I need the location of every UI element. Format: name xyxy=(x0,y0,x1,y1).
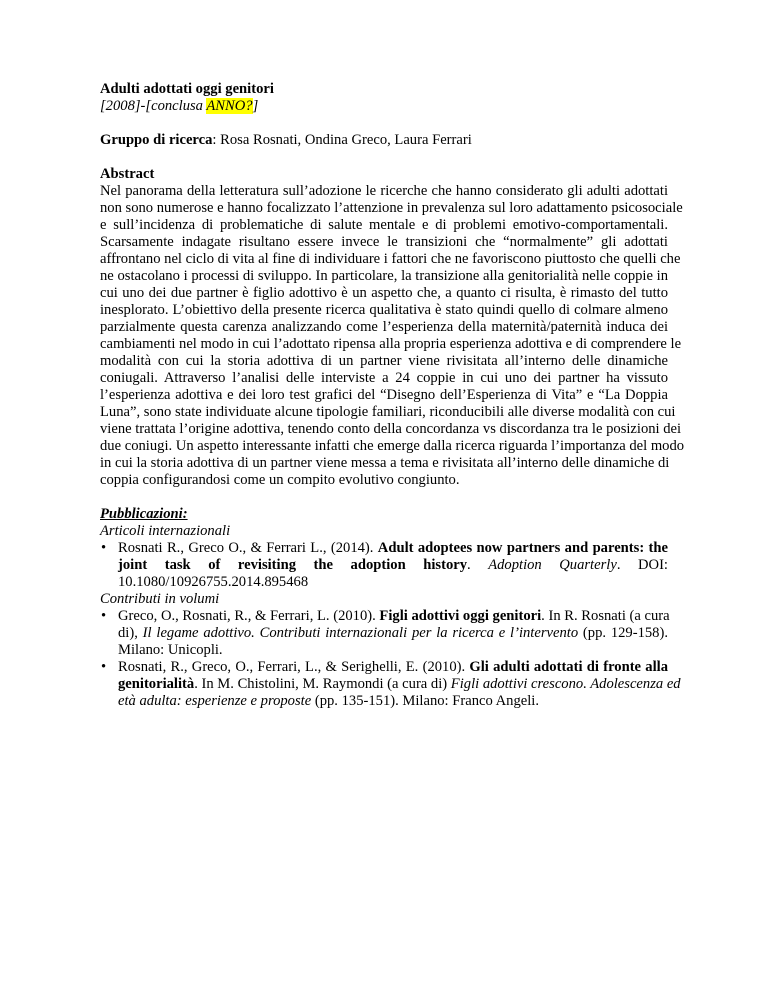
journal-name: Adoption Quarterly xyxy=(488,557,617,573)
abstract-line: non sono numerose e hanno focalizzato l’attenzione in prevalenza sul loro adattamento psicosociale xyxy=(100,200,683,216)
abstract-body xyxy=(100,183,685,489)
reference-title: Adult adoptees now partners and parents: the xyxy=(377,540,668,556)
abstract-line: inesplorato. L’obiettivo della presente ricerca qualitativa è stato quindi quello di colmare almeno xyxy=(100,302,668,318)
abstract-section xyxy=(100,166,685,489)
abstract-line: affrontano nel ciclo di vita al fine di individuare i fattori che ne favoriscono piuttosto che quelli che xyxy=(100,251,681,267)
abstract-heading: Abstract xyxy=(100,166,155,182)
project-dates: [2008]-[conclusa ANNO?] xyxy=(100,98,259,114)
bullet-icon: • xyxy=(101,608,107,624)
abstract-line: Nel panorama della letteratura sull’adozione le ricerche che hanno considerato gli adulti adottati xyxy=(100,183,668,199)
abstract-line: Scarsamente indagate risultano essere invece le transizioni che “normalmente” gli adottati xyxy=(100,234,668,250)
category-label: Contributi in volumi xyxy=(100,591,220,607)
research-group-members: : Rosa Rosnati, Ondina Greco, Laura Ferrari xyxy=(212,132,472,148)
bullet-icon: • xyxy=(101,540,107,556)
publications-section xyxy=(100,506,681,710)
abstract-line: due coniugi. Un aspetto interessante infatti che emerge dalla ricerca riguarda l’importanza del modo xyxy=(100,438,685,454)
reference-item: • Greco, O., Rosnati, R., & Ferrari, L. (2010). Figli adottivi oggi genitori. In R. Rosnati (a cura di), Il legame adottivo. Contributi internazionali per la ricerca e l’intervento (pp. 129-158). Milano: Unicopli. xyxy=(101,608,670,658)
abstract-line: viene trattata l’origine adottiva, tenendo conto della concordanza vs discordanza tra le posizioni dei xyxy=(100,421,682,437)
reference-list xyxy=(100,608,681,710)
abstract-line: modalità con cui la storia adottiva di un partner viene rivisitata all’interno delle dinamiche xyxy=(100,353,668,369)
reference-item: • Rosnati R., Greco O., & Ferrari L., (2014). Adult adoptees now partners and parents: the joint task of revisiting the adoption history. Adoption Quarterly. DOI: 10.1080/10926755.2014.895468 xyxy=(101,540,668,590)
reference-title: Figli adottivi oggi genitori xyxy=(379,608,542,624)
date-highlight: ANNO? xyxy=(206,98,253,114)
document-page xyxy=(100,81,685,710)
abstract-line: l’esperienza adottiva e dei loro test grafici del “Disegno dell’Esperienza di Vita” e “La Doppia xyxy=(100,387,668,403)
abstract-line: coppia configurandosi come un compito evolutivo congiunto. xyxy=(100,472,460,488)
reference-item: • Rosnati, R., Greco, O., Ferrari, L., & Serighelli, E. (2010). Gli adulti adottati di fronte alla genitorialità. In M. Chistolini, M. Raymondi (a cura di) Figli adottivi crescono. Adolescenza ed età adulta: esperienze e proposte (pp. 135-151). Milano: Franco Angeli. xyxy=(101,659,681,709)
abstract-line: e sull’incidenza di problematiche di salute mentale e di problemi emotivo-comportamentali. xyxy=(100,217,668,233)
document-title: Adulti adottati oggi genitori xyxy=(100,81,274,97)
abstract-line: cui uno dei due partner è figlio adottivo è un aspetto che, a quanto ci risulta, è rimasto del tutto xyxy=(100,285,668,301)
reference-title: Gli adulti adottati di fronte alla xyxy=(469,659,668,675)
abstract-line: ne ostacolano i processi di sviluppo. In particolare, la transizione alla genitorialità nelle coppie in xyxy=(100,268,668,284)
abstract-line: in cui la storia adottiva di un partner viene messa a tema e rivisitata all’interno delle dinamiche di xyxy=(100,455,670,471)
research-group xyxy=(100,132,668,149)
book-title: Figli adottivi crescono. Adolescenza ed xyxy=(450,676,681,692)
abstract-line: coniugali. Attraverso l’analisi delle interviste a 24 coppie in cui uno dei partner ha vissuto xyxy=(100,370,668,386)
abstract-line: parzialmente questa carenza analizzando come l’esperienza della maternità/paternità induca dei xyxy=(100,319,668,335)
book-title: Il legame adottivo. Contributi internazionali per la ricerca e l’intervento xyxy=(142,625,579,641)
publications-heading: Pubblicazioni: xyxy=(100,506,188,522)
reference-list xyxy=(100,540,668,591)
research-group-label: Gruppo di ricerca xyxy=(100,132,213,148)
doi: 10.1080/10926755.2014.895468 xyxy=(118,574,309,590)
bullet-icon: • xyxy=(101,659,107,675)
abstract-line: cambiamenti nel modo in cui l’adottato ripensa alla propria esperienza adottiva e di comprendere le xyxy=(100,336,682,352)
abstract-line: Luna”, sono state individuate alcune tipologie familiari, riconducibili alle diverse modalità con cui xyxy=(100,404,676,420)
category-label: Articoli internazionali xyxy=(100,523,231,539)
